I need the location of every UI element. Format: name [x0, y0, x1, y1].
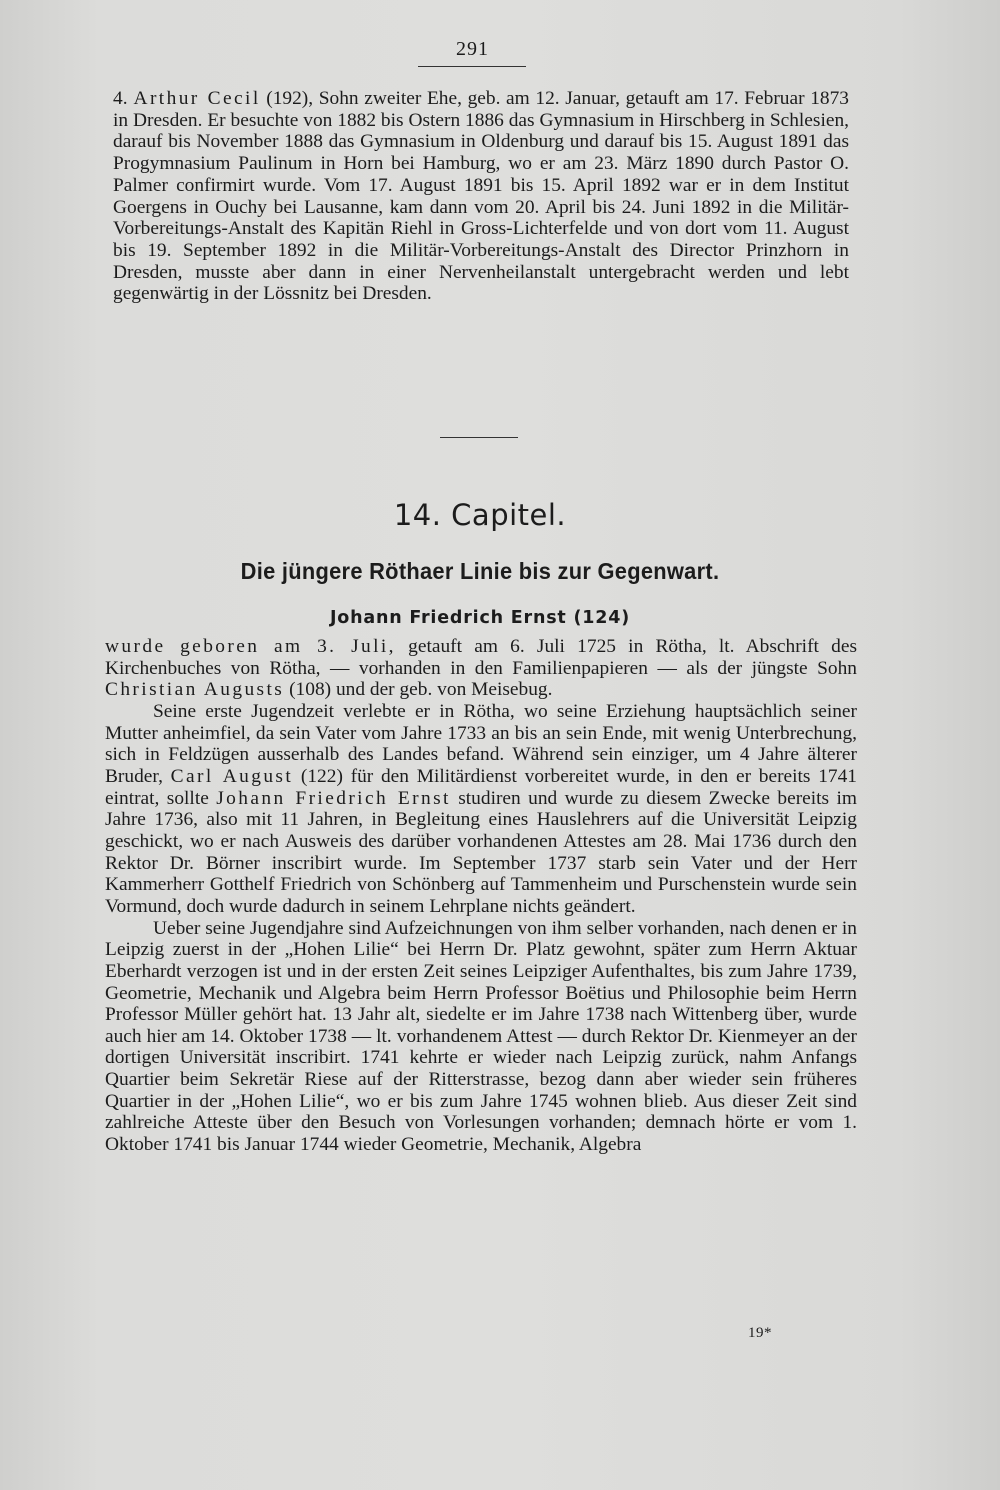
- page-number: 291: [456, 38, 489, 60]
- person-name: Carl August: [170, 765, 294, 787]
- entry-name: Arthur Cecil: [133, 88, 261, 109]
- section-divider: [440, 437, 518, 438]
- body-text: [105, 636, 857, 1156]
- entry-number: 4.: [113, 88, 128, 109]
- paragraph-3: Ueber seine Jugendjahre sind Aufzeichnungen von ihm selber vorhanden, nach denen er in Leipzig zuerst in der „Hohen Lilie“ bei Herrn Dr. Platz gewohnt, später zum Herrn Aktuar Eberhardt verzogen ist und in der ersten Zeit seines Leipziger Aufenthaltes, bis zum Jahre 1739, Geometrie, Mechanik und Algebra beim Herrn Professor Boëtius und Philosophie beim Herrn Professor Müller gehört hat. 13 Jahr alt, siedelte er im Jahre 1738 nach Wittenberg über, wurde auch hier am 14. Oktober 1738 — lt. vorhandenem Attest — durch Rektor Dr. Kienmeyer an der dortigen Universität inscribirt. 1741 kehrte er wieder nach Leipzig zurück, nahm Anfangs Quartier beim Sekretär Riese auf der Ritterstrasse, bezog dann aber wieder sein früheres Quartier in der „Hohen Lilie“, wo er bis zum Jahre 1745 wohnen blieb. Aus dieser Zeit sind zahlreiche Atteste über den Besuch von Vorlesungen vorhanden; demnach hörte er vom 1. Oktober 1741 bis Januar 1744 wieder Geometrie, Mechanik, Algebra: [105, 917, 857, 1156]
- entry-text: (192), Sohn zweiter Ehe, geb. am 12. Januar, getauft am 17. Februar 1873 in Dresden. Er besuchte von 1882 bis Ostern 1886 das Gymnasium in Hirschberg in Schlesien, darauf bis November 1888 das Gymnasium in Oldenburg und darauf bis 15. August 1891 das Progymnasium Paulinum in Horn bei Hamburg, wo er am 23. März 1890 durch Pastor O. Palmer confirmirt wurde. Vom 17. August 1891 bis 15. April 1892 war er in dem Institut Goergens in Ouchy bei Lausanne, kam dann vom 20. April bis 24. Juni 1892 in die Militär-Vorbereitungs-Anstalt des Kapitän Riehl in Gross-Lichterfelde und von dort vom 11. August bis 19. September 1892 in die Militär-Vorbereitungs-Anstalt des Director Prinzhorn in Dresden, musste aber dann in einer Nervenheilanstalt untergebracht werden und lebt gegenwärtig in der Lössnitz bei Dresden.: [113, 88, 849, 305]
- page-number-rule: [418, 66, 526, 67]
- paragraph-2: [105, 701, 857, 918]
- para2-text-a: Seine erste Jugendzeit verlebte er in Rötha, wo seine Erziehung hauptsächlich seiner Mutter anheimfiel, da sein Vater vom Jahre 1733 an bis an sein Ende, mit wenig Unterbrechung, sich in Feldzügen ausserhalb des Landes befand. Während sein einziger, um 4 Jahre älterer Bruder,: [105, 700, 857, 787]
- paragraph-1: [105, 636, 857, 701]
- chapter-heading: 14. Capitel.: [393, 498, 567, 532]
- person-name: Johann Friedrich Ernst: [216, 787, 451, 809]
- previous-entry: [113, 88, 849, 305]
- signature-mark: 19*: [748, 1325, 772, 1341]
- person-heading: Johann Friedrich Ernst (124): [329, 608, 631, 628]
- para2-text-b: (122) für den Militärdienst vorbereitet wurde, in den er bereits 1741 eintrat, sollte: [105, 765, 857, 809]
- para1-lead: wurde geboren am 3. Juli,: [105, 636, 396, 657]
- person-name: Christian Augusts: [105, 679, 285, 701]
- para1-tail: (108) und der geb. von Meisebug.: [284, 679, 553, 701]
- para2-text-c: studiren und wurde zu diesem Zwecke bereits im Jahre 1736, also mit 11 Jahren, in Begleitung eines Hauslehrers auf die Universität Leipzig geschickt, wo er nach Ausweis des darüber vorhandenen Attestes am 28. Mai 1736 durch den Rektor Dr. Börner inscribirt wurde. Im September 1737 starb sein Vater und der Herr Kammerherr Gotthelf Friedrich von Schönberg auf Tammenheim und Purschenstein wurde sein Vormund, doch wurde dadurch in seinem Lehrplane nichts geändert.: [105, 787, 857, 917]
- para1-text: getauft am 6. Juli 1725 in Rötha, lt. Abschrift des Kirchenbuches von Rötha, — vorhanden in den Familienpapieren — als der jüngste Sohn: [105, 636, 857, 679]
- chapter-title: Die jüngere Röthaer Linie bis zur Gegenwart.: [240, 558, 720, 584]
